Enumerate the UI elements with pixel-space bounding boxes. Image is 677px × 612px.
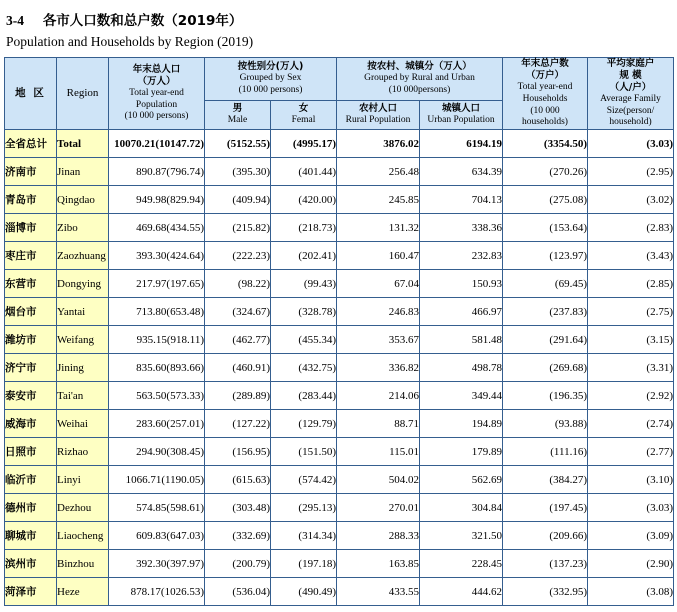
- cell-rural: 246.83: [337, 298, 420, 326]
- cell-region-cn: 淄博市: [5, 214, 57, 242]
- cell-region-cn: 菏泽市: [5, 578, 57, 606]
- document-page: [0, 9, 677, 612]
- cell-female: (432.75): [271, 354, 337, 382]
- table-row: [5, 326, 674, 354]
- cell-rural: 115.01: [337, 438, 420, 466]
- cell-region-en: Dezhou: [57, 494, 109, 522]
- cell-population: 574.85(598.61): [109, 494, 205, 522]
- page-title-cn-text: 各市人口数和总户数（2019年）: [42, 13, 243, 29]
- cell-region-en: Jinan: [57, 158, 109, 186]
- header-row-1: [5, 58, 674, 101]
- cell-households: (137.23): [503, 550, 588, 578]
- cell-female: (99.43): [271, 270, 337, 298]
- cell-family-size: (2.95): [588, 158, 674, 186]
- cell-region-en: Zaozhuang: [57, 242, 109, 270]
- table-header: [5, 58, 674, 130]
- cell-region-cn: 聊城市: [5, 522, 57, 550]
- cell-households: (332.95): [503, 578, 588, 606]
- table-row: [5, 130, 674, 158]
- cell-households: (93.88): [503, 410, 588, 438]
- cell-male: (615.63): [205, 466, 271, 494]
- cell-rural: 3876.02: [337, 130, 420, 158]
- cell-households: (384.27): [503, 466, 588, 494]
- cell-male: (98.22): [205, 270, 271, 298]
- cell-households: (123.97): [503, 242, 588, 270]
- cell-region-cn: 临沂市: [5, 466, 57, 494]
- cell-region-cn: 潍坊市: [5, 326, 57, 354]
- cell-family-size: (2.90): [588, 550, 674, 578]
- cell-urban: 304.84: [420, 494, 503, 522]
- cell-households: (209.66): [503, 522, 588, 550]
- cell-region-cn: 泰安市: [5, 382, 57, 410]
- cell-female: (151.50): [271, 438, 337, 466]
- cell-rural: 256.48: [337, 158, 420, 186]
- cell-region-en: Tai'an: [57, 382, 109, 410]
- column-header-region-cn: 地 区: [5, 58, 57, 130]
- cell-female: (490.49): [271, 578, 337, 606]
- cell-population: 1066.71(1190.05): [109, 466, 205, 494]
- cell-family-size: (3.08): [588, 578, 674, 606]
- cell-rural: 270.01: [337, 494, 420, 522]
- cell-region-cn: 滨州市: [5, 550, 57, 578]
- cell-family-size: (2.92): [588, 382, 674, 410]
- cell-male: (332.69): [205, 522, 271, 550]
- cell-population: 283.60(257.01): [109, 410, 205, 438]
- table-row: [5, 410, 674, 438]
- cell-population: 835.60(893.66): [109, 354, 205, 382]
- table-body: [5, 130, 674, 606]
- table-row: [5, 298, 674, 326]
- cell-male: (200.79): [205, 550, 271, 578]
- table-row: [5, 382, 674, 410]
- cell-region-en: Binzhou: [57, 550, 109, 578]
- cell-urban: 444.62: [420, 578, 503, 606]
- cell-region-en: Total: [57, 130, 109, 158]
- cell-region-en: Qingdao: [57, 186, 109, 214]
- cell-rural: 214.06: [337, 382, 420, 410]
- cell-female: (574.42): [271, 466, 337, 494]
- cell-households: (269.68): [503, 354, 588, 382]
- table-row: [5, 158, 674, 186]
- cell-urban: 150.93: [420, 270, 503, 298]
- cell-male: (156.95): [205, 438, 271, 466]
- table-row: [5, 494, 674, 522]
- cell-male: (289.89): [205, 382, 271, 410]
- page-title-en: Population and Households by Region (2019): [6, 34, 254, 49]
- cell-households: (237.83): [503, 298, 588, 326]
- cell-male: (395.30): [205, 158, 271, 186]
- cell-households: (196.35): [503, 382, 588, 410]
- cell-family-size: (3.15): [588, 326, 674, 354]
- cell-urban: 194.89: [420, 410, 503, 438]
- column-header-family-size: 平均家庭户 规 模 （人/户） Average Family Size(person/ household): [588, 58, 674, 130]
- cell-region-cn: 威海市: [5, 410, 57, 438]
- cell-female: (4995.17): [271, 130, 337, 158]
- cell-rural: 163.85: [337, 550, 420, 578]
- cell-households: (69.45): [503, 270, 588, 298]
- cell-urban: 349.44: [420, 382, 503, 410]
- cell-female: (328.78): [271, 298, 337, 326]
- cell-households: (153.64): [503, 214, 588, 242]
- cell-urban: 232.83: [420, 242, 503, 270]
- table-row: [5, 186, 674, 214]
- cell-rural: 131.32: [337, 214, 420, 242]
- cell-population: 294.90(308.45): [109, 438, 205, 466]
- cell-households: (291.64): [503, 326, 588, 354]
- cell-region-en: Weifang: [57, 326, 109, 354]
- cell-households: (3354.50): [503, 130, 588, 158]
- cell-family-size: (3.09): [588, 522, 674, 550]
- cell-female: (283.44): [271, 382, 337, 410]
- cell-rural: 504.02: [337, 466, 420, 494]
- cell-male: (222.23): [205, 242, 271, 270]
- cell-urban: 634.39: [420, 158, 503, 186]
- cell-region-cn: 青岛市: [5, 186, 57, 214]
- cell-female: (197.18): [271, 550, 337, 578]
- cell-households: (275.08): [503, 186, 588, 214]
- population-households-table: [4, 57, 674, 606]
- cell-family-size: (3.02): [588, 186, 674, 214]
- cell-family-size: (2.77): [588, 438, 674, 466]
- cell-male: (303.48): [205, 494, 271, 522]
- cell-family-size: (2.74): [588, 410, 674, 438]
- table-row: [5, 242, 674, 270]
- cell-urban: 6194.19: [420, 130, 503, 158]
- cell-female: (129.79): [271, 410, 337, 438]
- cell-urban: 581.48: [420, 326, 503, 354]
- table-row: [5, 578, 674, 606]
- cell-urban: 179.89: [420, 438, 503, 466]
- cell-male: (409.94): [205, 186, 271, 214]
- cell-rural: 288.33: [337, 522, 420, 550]
- cell-region-en: Rizhao: [57, 438, 109, 466]
- cell-population: 935.15(918.11): [109, 326, 205, 354]
- cell-urban: 704.13: [420, 186, 503, 214]
- cell-male: (462.77): [205, 326, 271, 354]
- cell-population: 609.83(647.03): [109, 522, 205, 550]
- cell-population: 890.87(796.74): [109, 158, 205, 186]
- cell-male: (324.67): [205, 298, 271, 326]
- table-row: [5, 522, 674, 550]
- cell-urban: 228.45: [420, 550, 503, 578]
- cell-male: (536.04): [205, 578, 271, 606]
- table-row: [5, 550, 674, 578]
- column-header-female: 女 Femal: [271, 101, 337, 130]
- cell-population: 878.17(1026.53): [109, 578, 205, 606]
- cell-female: (295.13): [271, 494, 337, 522]
- cell-urban: 321.50: [420, 522, 503, 550]
- cell-population: 949.98(829.94): [109, 186, 205, 214]
- cell-family-size: (3.03): [588, 130, 674, 158]
- cell-family-size: (3.10): [588, 466, 674, 494]
- cell-male: (127.22): [205, 410, 271, 438]
- cell-female: (218.73): [271, 214, 337, 242]
- column-header-region-en: Region: [57, 58, 109, 130]
- cell-family-size: (3.31): [588, 354, 674, 382]
- cell-rural: 336.82: [337, 354, 420, 382]
- cell-population: 393.30(424.64): [109, 242, 205, 270]
- cell-region-en: Weihai: [57, 410, 109, 438]
- column-header-urban: 城镇人口 Urban Population: [420, 101, 503, 130]
- cell-region-en: Liaocheng: [57, 522, 109, 550]
- cell-rural: 67.04: [337, 270, 420, 298]
- cell-rural: 245.85: [337, 186, 420, 214]
- cell-female: (420.00): [271, 186, 337, 214]
- cell-male: (460.91): [205, 354, 271, 382]
- column-header-population: 年末总人口 （万人） Total year-end Population (10 000 persons): [109, 58, 205, 130]
- cell-family-size: (2.83): [588, 214, 674, 242]
- cell-region-cn: 烟台市: [5, 298, 57, 326]
- cell-region-cn: 济宁市: [5, 354, 57, 382]
- cell-rural: 160.47: [337, 242, 420, 270]
- cell-population: 392.30(397.97): [109, 550, 205, 578]
- cell-urban: 466.97: [420, 298, 503, 326]
- cell-urban: 338.36: [420, 214, 503, 242]
- cell-urban: 562.69: [420, 466, 503, 494]
- table-row: [5, 214, 674, 242]
- cell-population: 563.50(573.33): [109, 382, 205, 410]
- column-header-rural: 农村人口 Rural Population: [337, 101, 420, 130]
- cell-rural: 353.67: [337, 326, 420, 354]
- cell-households: (270.26): [503, 158, 588, 186]
- cell-region-cn: 全省总计: [5, 130, 57, 158]
- page-title-cn: [6, 9, 677, 29]
- column-header-households: 年末总户数 （万户） Total year-end Households (10 000 households): [503, 58, 588, 130]
- cell-female: (455.34): [271, 326, 337, 354]
- table-row: [5, 466, 674, 494]
- cell-female: (401.44): [271, 158, 337, 186]
- cell-region-cn: 济南市: [5, 158, 57, 186]
- table-number: 3-4: [6, 13, 24, 28]
- cell-urban: 498.78: [420, 354, 503, 382]
- cell-rural: 433.55: [337, 578, 420, 606]
- cell-region-en: Jining: [57, 354, 109, 382]
- cell-population: 10070.21(10147.72): [109, 130, 205, 158]
- cell-households: (197.45): [503, 494, 588, 522]
- cell-family-size: (3.03): [588, 494, 674, 522]
- table-row: [5, 438, 674, 466]
- column-header-by-sex: 按性别分(万人) Grouped by Sex (10 000 persons): [205, 58, 337, 101]
- cell-family-size: (2.85): [588, 270, 674, 298]
- cell-family-size: (3.43): [588, 242, 674, 270]
- cell-population: 217.97(197.65): [109, 270, 205, 298]
- table-row: [5, 270, 674, 298]
- cell-population: 713.80(653.48): [109, 298, 205, 326]
- cell-region-cn: 日照市: [5, 438, 57, 466]
- cell-family-size: (2.75): [588, 298, 674, 326]
- cell-region-en: Heze: [57, 578, 109, 606]
- cell-rural: 88.71: [337, 410, 420, 438]
- cell-households: (111.16): [503, 438, 588, 466]
- cell-region-en: Dongying: [57, 270, 109, 298]
- table-row: [5, 354, 674, 382]
- cell-population: 469.68(434.55): [109, 214, 205, 242]
- column-header-by-rural-urban: 按农村、城镇分（万人） Grouped by Rural and Urban (10 000persons): [337, 58, 503, 101]
- cell-region-cn: 东营市: [5, 270, 57, 298]
- cell-male: (5152.55): [205, 130, 271, 158]
- cell-female: (202.41): [271, 242, 337, 270]
- cell-region-en: Yantai: [57, 298, 109, 326]
- cell-region-en: Linyi: [57, 466, 109, 494]
- cell-female: (314.34): [271, 522, 337, 550]
- cell-region-cn: 枣庄市: [5, 242, 57, 270]
- cell-region-en: Zibo: [57, 214, 109, 242]
- column-header-male: 男 Male: [205, 101, 271, 130]
- cell-male: (215.82): [205, 214, 271, 242]
- cell-region-cn: 德州市: [5, 494, 57, 522]
